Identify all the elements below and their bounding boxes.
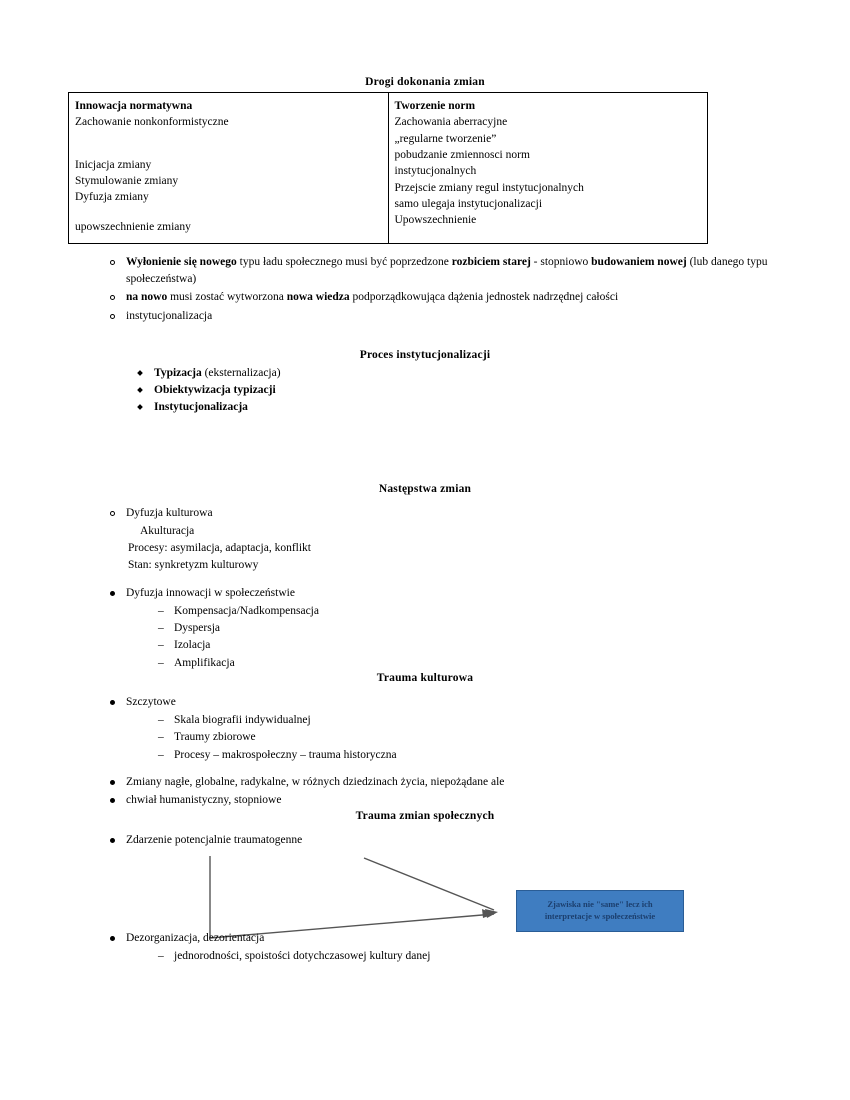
list-item: Dezorganizacja, dezorientacja <box>108 930 782 947</box>
list-trauma-kulturowa-sub <box>68 712 782 764</box>
list-item: – Izolacja <box>158 637 782 654</box>
list-item: Wyłonienie się nowego typu ładu społecznego musi być poprzedzone rozbiciem starej - stopniowo budowaniem nowej (lub danego typu społeczeństwa) <box>108 254 782 289</box>
list-item: – jednorodności, spoistości dotychczasowej kultury danej <box>158 948 782 965</box>
heading-nastepstwa-zmian: Następstwa zmian <box>378 482 472 495</box>
document-content <box>68 76 782 965</box>
list-item: Dyfuzja kulturowa <box>108 505 782 522</box>
list-item: chwiał humanistyczny, stopniowe <box>108 792 782 809</box>
list-item <box>138 365 782 382</box>
list-item: – Skala biografii indywidualnej <box>158 712 782 729</box>
list-trauma-kulturowa-rest <box>68 774 782 810</box>
cell-line: instytucjonalnych <box>394 165 477 178</box>
bullet-list-primary <box>68 254 782 325</box>
list-trauma-zmian-first <box>68 832 782 849</box>
cell-line: Stymulowanie zmiany <box>75 174 179 187</box>
list-item <box>138 399 782 416</box>
cell-spacer <box>75 131 382 144</box>
cell-line: Zachowania aberracyjne <box>394 116 508 129</box>
cell-line: Przejscie zmiany regul instytucjonalnych <box>394 181 584 194</box>
list-item: – Kompensacja/Nadkompensacja <box>158 603 782 620</box>
list-item: Zmiany nagłe, globalne, radykalne, w różnych dziedzinach życia, niepożądane ale <box>108 774 782 791</box>
list-item-label: Typizacja <box>154 366 202 379</box>
cell-spacer <box>75 144 382 157</box>
list-item-note: (eksternalizacja) <box>201 366 281 379</box>
cell-line: Inicjacja zmiany <box>75 158 152 171</box>
list-item: Szczytowe <box>108 694 782 711</box>
table-row <box>69 93 708 244</box>
heading-proces-instytucjonalizacji: Proces instytucjonalizacji <box>359 348 491 361</box>
list-item: – Dyspersja <box>158 620 782 637</box>
cell-line: Upowszechnienie <box>394 214 477 227</box>
cell-spacer <box>75 206 382 219</box>
list-proces-instytucjonalizacji <box>68 365 782 417</box>
cell-line: Dyfuzja zmiany <box>75 191 149 204</box>
list-nastepstwa-zmian <box>68 505 782 522</box>
cell-line: samo ulegaja instytucjonalizacji <box>394 197 543 210</box>
list-nastepstwa-sub <box>68 603 782 672</box>
list-item: – Traumy zbiorowe <box>158 729 782 746</box>
text-procesy: Procesy: asymilacja, adaptacja, konflikt <box>128 542 311 555</box>
list-item: Dyfuzja innowacji w społeczeństwie <box>108 585 782 602</box>
column-title-innowacja: Innowacja normatywna <box>75 100 193 112</box>
list-item-label: Instytucjonalizacja <box>154 401 248 414</box>
list-item: – Amplifikacja <box>158 655 782 672</box>
cell-line: upowszechnienie zmiany <box>75 220 191 233</box>
list-item: Zdarzenie potencjalnie traumatogenne <box>108 832 782 849</box>
list-trauma-kulturowa-top <box>68 694 782 711</box>
list-item: – Procesy – makrospołeczny – trauma historyczna <box>158 747 782 764</box>
list-item <box>138 382 782 399</box>
table-heading: Drogi dokonania zmian <box>365 76 485 88</box>
column-title-tworzenie: Tworzenie norm <box>394 100 476 112</box>
cell-line: pobudzanie zmiennosci norm <box>394 148 530 161</box>
list-trauma-zmian-second <box>68 930 782 947</box>
list-item: instytucjonalizacja <box>108 308 782 325</box>
text-stan: Stan: synkretyzm kulturowy <box>128 559 259 572</box>
list-dyfuzja-innowacji <box>68 585 782 602</box>
callout-box: Zjawiska nie "same" lecz ich interpretacje w społeczeństwie <box>516 890 684 932</box>
cell-line: „regularne tworzenie” <box>394 132 497 145</box>
drogi-dokonania-zmian-table <box>68 92 708 244</box>
cell-line: Zachowanie nonkonformistyczne <box>75 116 229 129</box>
list-item-label: Obiektywizacja typizacji <box>154 384 276 397</box>
list-item: na nowo musi zostać wytworzona nowa wiedza podporządkowująca dążenia jednostek nadrzędnej całości <box>108 289 782 306</box>
table-cell-innowacja <box>69 93 389 244</box>
list-trauma-zmian-sub <box>68 948 782 965</box>
text-akulturacja: Akulturacja <box>140 524 195 537</box>
heading-trauma-kulturowa: Trauma kulturowa <box>376 671 474 684</box>
heading-trauma-zmian-spolecznych: Trauma zmian społecznych <box>355 810 495 823</box>
table-cell-tworzenie <box>388 93 708 244</box>
